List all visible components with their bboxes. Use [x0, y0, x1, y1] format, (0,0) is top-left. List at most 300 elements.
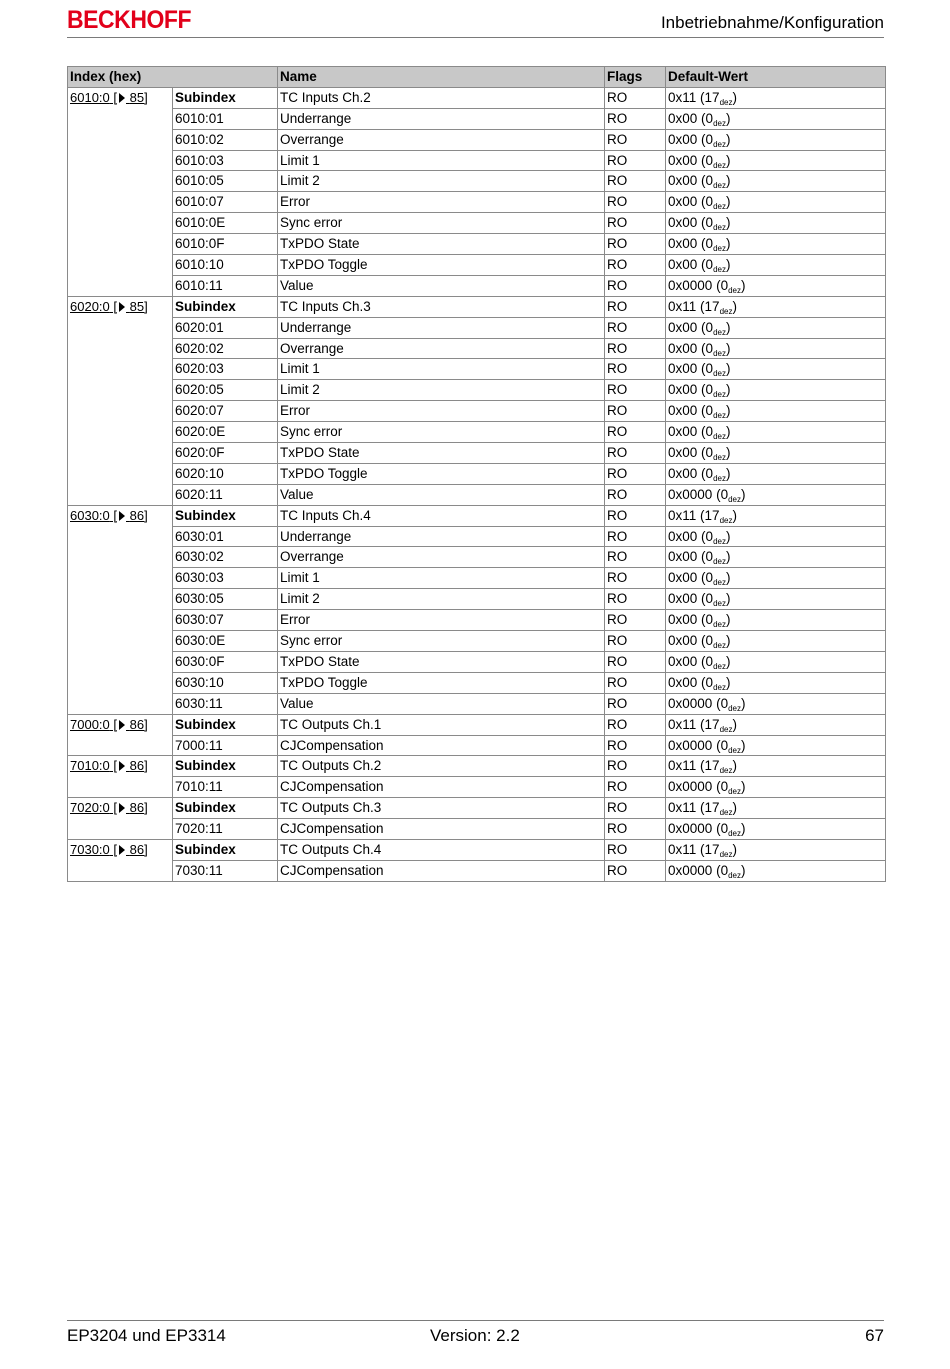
decimal-value: 0 [705, 674, 714, 690]
decimal-unit: dez [713, 244, 726, 254]
subindex-cell: 6030:10 [173, 672, 278, 693]
name-cell: Limit 2 [278, 380, 605, 401]
default-value-cell: 0x00 $(0_{dez})$ [666, 526, 886, 547]
decimal-value: 0 [720, 486, 729, 502]
index-link[interactable] [68, 296, 173, 505]
table-row [68, 819, 886, 840]
index-value: 6030:0 [70, 507, 110, 523]
flags-cell: RO [605, 87, 666, 108]
flags-cell: RO [605, 714, 666, 735]
hex-value: 0x00 [668, 215, 698, 231]
index-link-text[interactable]: 6010:0 [ 85] [70, 89, 148, 105]
hex-value: 0x0000 [668, 737, 713, 753]
subindex-cell: 6030:01 [173, 526, 278, 547]
col-header-index: Index (hex) [68, 67, 278, 88]
subindex-cell: 6020:11 [173, 484, 278, 505]
decimal-unit: dez [713, 202, 726, 212]
flags-cell: RO [605, 860, 666, 881]
flags-cell: RO [605, 484, 666, 505]
hex-value: 0x11 [668, 758, 697, 774]
hex-value: 0x0000 [668, 695, 713, 711]
table-row [68, 380, 886, 401]
hex-value: 0x11 [668, 716, 697, 732]
index-value: 6010:0 [70, 89, 110, 105]
default-value-cell: 0x0000 $(0_{dez})$ [666, 860, 886, 881]
decimal-value: 17 [704, 716, 720, 732]
hex-value: 0x00 [668, 319, 698, 335]
flags-cell: RO [605, 255, 666, 276]
decimal-value: 0 [705, 110, 714, 126]
page-ref: 85 [129, 89, 145, 105]
table-row [68, 505, 886, 526]
table-row [68, 777, 886, 798]
decimal-unit: dez [713, 620, 726, 630]
subindex-cell: 6030:11 [173, 693, 278, 714]
decimal-unit: dez [713, 682, 726, 692]
name-cell: Limit 1 [278, 359, 605, 380]
default-value-cell: 0x00 $(0_{dez})$ [666, 234, 886, 255]
decimal-value: 0 [705, 131, 714, 147]
table-row [68, 401, 886, 422]
index-value: 7020:0 [70, 800, 110, 816]
name-cell: CJCompensation [278, 777, 605, 798]
name-cell: Limit 2 [278, 589, 605, 610]
page-ref: 86 [129, 758, 145, 774]
decimal-unit: dez [719, 306, 733, 316]
flags-cell: RO [605, 526, 666, 547]
name-cell: Limit 1 [278, 150, 605, 171]
decimal-unit: dez [728, 829, 741, 839]
name-cell: TxPDO State [278, 651, 605, 672]
subindex-cell: 7030:11 [173, 860, 278, 881]
default-value-cell: 0x00 $(0_{dez})$ [666, 338, 886, 359]
decimal-value: 0 [705, 361, 714, 377]
subindex-cell: 7010:11 [173, 777, 278, 798]
table-row [68, 839, 886, 860]
decimal-value: 0 [720, 737, 729, 753]
page-arrow-icon [119, 511, 125, 521]
subindex-cell: Subindex [173, 798, 278, 819]
name-cell: TC Outputs Ch.3 [278, 798, 605, 819]
table-row [68, 526, 886, 547]
decimal-unit: dez [728, 745, 741, 755]
decimal-unit: dez [719, 808, 733, 818]
flags-cell: RO [605, 359, 666, 380]
footer-version: Version: 2.2 [430, 1326, 520, 1345]
hex-value: 0x00 [668, 173, 698, 189]
page-ref: 85 [129, 298, 145, 314]
flags-cell: RO [605, 422, 666, 443]
table-row [68, 672, 886, 693]
default-value-cell: 0x00 $(0_{dez})$ [666, 129, 886, 150]
name-cell: Overrange [278, 129, 605, 150]
decimal-unit: dez [719, 849, 733, 859]
table-row [68, 192, 886, 213]
hex-value: 0x11 [668, 841, 697, 857]
decimal-unit: dez [713, 411, 726, 421]
default-value-cell: 0x11 $(17_{dez})$ [666, 505, 886, 526]
footer-page-number: 67 [865, 1326, 884, 1345]
decimal-unit: dez [719, 515, 733, 525]
default-value-cell: 0x11 $(17_{dez})$ [666, 756, 886, 777]
default-value-cell: 0x11 $(17_{dez})$ [666, 839, 886, 860]
name-cell: Value [278, 484, 605, 505]
subindex-cell: 6010:10 [173, 255, 278, 276]
table-row [68, 651, 886, 672]
page-arrow-icon [119, 302, 125, 312]
flags-cell: RO [605, 150, 666, 171]
table-row [68, 213, 886, 234]
default-value-cell: 0x00 $(0_{dez})$ [666, 150, 886, 171]
hex-value: 0x00 [668, 382, 698, 398]
section-title: Inbetriebnahme/Konfiguration [660, 13, 884, 32]
default-value-cell: 0x00 $(0_{dez})$ [666, 463, 886, 484]
decimal-value: 0 [705, 570, 714, 586]
name-cell: Sync error [278, 631, 605, 652]
table-row [68, 171, 886, 192]
decimal-unit: dez [713, 160, 726, 170]
page-ref: 86 [129, 716, 145, 732]
hex-value: 0x00 [668, 257, 698, 273]
flags-cell: RO [605, 819, 666, 840]
name-cell: TxPDO Toggle [278, 463, 605, 484]
col-header-name: Name [278, 67, 605, 88]
table-row [68, 610, 886, 631]
name-cell: TC Inputs Ch.3 [278, 296, 605, 317]
decimal-value: 0 [705, 445, 714, 461]
hex-value: 0x11 [668, 507, 697, 523]
decimal-unit: dez [713, 536, 726, 546]
col-header-flags: Flags [605, 67, 666, 88]
decimal-value: 17 [704, 800, 720, 816]
index-link-text[interactable]: 6030:0 [ 86] [70, 507, 148, 523]
decimal-unit: dez [713, 473, 726, 483]
name-cell: TxPDO Toggle [278, 255, 605, 276]
index-value: 6020:0 [70, 298, 110, 314]
hex-value: 0x00 [668, 361, 698, 377]
name-cell: Sync error [278, 213, 605, 234]
decimal-unit: dez [713, 641, 726, 651]
decimal-unit: dez [713, 432, 726, 442]
decimal-value: 0 [705, 591, 714, 607]
name-cell: Error [278, 610, 605, 631]
index-value: 7010:0 [70, 758, 110, 774]
table-row [68, 860, 886, 881]
hex-value: 0x00 [668, 194, 698, 210]
table-row [68, 338, 886, 359]
flags-cell: RO [605, 401, 666, 422]
decimal-value: 0 [705, 319, 714, 335]
index-link[interactable] [68, 839, 173, 881]
index-link[interactable] [68, 798, 173, 840]
flags-cell: RO [605, 756, 666, 777]
flags-cell: RO [605, 651, 666, 672]
hex-value: 0x00 [668, 653, 698, 669]
default-value-cell: 0x00 $(0_{dez})$ [666, 108, 886, 129]
default-value-cell: 0x11 $(17_{dez})$ [666, 714, 886, 735]
table-row [68, 798, 886, 819]
flags-cell: RO [605, 777, 666, 798]
flags-cell: RO [605, 213, 666, 234]
default-value-cell: 0x00 $(0_{dez})$ [666, 422, 886, 443]
decimal-unit: dez [713, 661, 726, 671]
default-value-cell: 0x00 $(0_{dez})$ [666, 672, 886, 693]
flags-cell: RO [605, 798, 666, 819]
subindex-cell: 6030:05 [173, 589, 278, 610]
subindex-cell: 6010:07 [173, 192, 278, 213]
hex-value: 0x00 [668, 445, 698, 461]
page-ref: 86 [129, 800, 145, 816]
table-row [68, 296, 886, 317]
name-cell: TC Outputs Ch.4 [278, 839, 605, 860]
name-cell: CJCompensation [278, 735, 605, 756]
subindex-cell: 6020:02 [173, 338, 278, 359]
subindex-cell: 6020:0E [173, 422, 278, 443]
decimal-value: 17 [704, 758, 720, 774]
flags-cell: RO [605, 735, 666, 756]
table-row [68, 108, 886, 129]
subindex-cell: 6030:07 [173, 610, 278, 631]
subindex-cell: 6010:0F [173, 234, 278, 255]
hex-value: 0x11 [668, 298, 697, 314]
table-row [68, 87, 886, 108]
index-link[interactable] [68, 87, 173, 296]
table-row [68, 631, 886, 652]
decimal-value: 0 [705, 382, 714, 398]
subindex-cell: 6020:10 [173, 463, 278, 484]
hex-value: 0x0000 [668, 862, 713, 878]
page-ref: 86 [129, 507, 145, 523]
flags-cell: RO [605, 234, 666, 255]
index-link[interactable] [68, 714, 173, 756]
decimal-value: 17 [704, 89, 720, 105]
decimal-value: 0 [705, 173, 714, 189]
flags-cell: RO [605, 338, 666, 359]
decimal-value: 0 [705, 236, 714, 252]
decimal-value: 0 [705, 633, 714, 649]
table-row [68, 714, 886, 735]
default-value-cell: 0x0000 $(0_{dez})$ [666, 819, 886, 840]
decimal-unit: dez [728, 703, 741, 713]
subindex-cell: Subindex [173, 296, 278, 317]
hex-value: 0x00 [668, 465, 698, 481]
hex-value: 0x00 [668, 633, 698, 649]
default-value-cell: 0x00 $(0_{dez})$ [666, 443, 886, 464]
index-link-text[interactable]: 6020:0 [ 85] [70, 298, 148, 314]
decimal-value: 0 [705, 340, 714, 356]
page-arrow-icon [119, 845, 125, 855]
decimal-value: 0 [705, 465, 714, 481]
subindex-cell: 6020:03 [173, 359, 278, 380]
decimal-unit: dez [713, 118, 726, 128]
flags-cell: RO [605, 463, 666, 484]
hex-value: 0x0000 [668, 779, 713, 795]
default-value-cell: 0x0000 $(0_{dez})$ [666, 693, 886, 714]
flags-cell: RO [605, 443, 666, 464]
subindex-cell: 7000:11 [173, 735, 278, 756]
table-row [68, 443, 886, 464]
subindex-cell: 6020:0F [173, 443, 278, 464]
decimal-unit: dez [713, 181, 726, 191]
default-value-cell: 0x0000 $(0_{dez})$ [666, 735, 886, 756]
flags-cell: RO [605, 171, 666, 192]
default-value-cell: 0x00 $(0_{dez})$ [666, 255, 886, 276]
default-value-cell: 0x00 $(0_{dez})$ [666, 213, 886, 234]
hex-value: 0x0000 [668, 277, 713, 293]
name-cell: Underrange [278, 526, 605, 547]
name-cell: Overrange [278, 547, 605, 568]
decimal-value: 0 [720, 277, 729, 293]
subindex-cell: 6020:05 [173, 380, 278, 401]
beckhoff-logo: BECKHOFF [67, 6, 192, 34]
name-cell: TC Inputs Ch.2 [278, 87, 605, 108]
table-row [68, 255, 886, 276]
name-cell: Underrange [278, 317, 605, 338]
decimal-value: 17 [704, 298, 720, 314]
subindex-cell: 6030:03 [173, 568, 278, 589]
default-value-cell: 0x00 $(0_{dez})$ [666, 317, 886, 338]
decimal-unit: dez [713, 139, 726, 149]
page-arrow-icon [119, 93, 125, 103]
table-header-row [68, 67, 886, 88]
flags-cell: RO [605, 631, 666, 652]
hex-value: 0x00 [668, 591, 698, 607]
subindex-cell: 6010:05 [173, 171, 278, 192]
flags-cell: RO [605, 275, 666, 296]
decimal-unit: dez [728, 787, 741, 797]
index-link-text[interactable]: 7020:0 [ 86] [70, 800, 148, 816]
table-row [68, 589, 886, 610]
hex-value: 0x00 [668, 424, 698, 440]
object-table [67, 66, 886, 882]
table-row [68, 317, 886, 338]
table-body [68, 87, 886, 881]
default-value-cell: 0x0000 $(0_{dez})$ [666, 275, 886, 296]
decimal-unit: dez [719, 97, 733, 107]
name-cell: Value [278, 693, 605, 714]
index-value: 7030:0 [70, 841, 110, 857]
decimal-value: 17 [704, 507, 720, 523]
subindex-cell: 6010:01 [173, 108, 278, 129]
table-row [68, 735, 886, 756]
decimal-value: 0 [720, 779, 729, 795]
default-value-cell: 0x00 $(0_{dez})$ [666, 547, 886, 568]
default-value-cell: 0x11 $(17_{dez})$ [666, 296, 886, 317]
flags-cell: RO [605, 672, 666, 693]
index-link-text[interactable]: 7030:0 [ 86] [70, 841, 148, 857]
decimal-value: 0 [705, 194, 714, 210]
flags-cell: RO [605, 610, 666, 631]
flags-cell: RO [605, 380, 666, 401]
default-value-cell: 0x00 $(0_{dez})$ [666, 631, 886, 652]
decimal-unit: dez [713, 369, 726, 379]
decimal-unit: dez [713, 223, 726, 233]
flags-cell: RO [605, 547, 666, 568]
name-cell: Underrange [278, 108, 605, 129]
subindex-cell: 6030:0E [173, 631, 278, 652]
decimal-value: 0 [705, 424, 714, 440]
hex-value: 0x11 [668, 800, 697, 816]
decimal-unit: dez [728, 494, 741, 504]
decimal-unit: dez [713, 578, 726, 588]
default-value-cell: 0x11 $(17_{dez})$ [666, 798, 886, 819]
flags-cell: RO [605, 296, 666, 317]
decimal-value: 0 [705, 653, 714, 669]
decimal-unit: dez [713, 327, 726, 337]
page-arrow-icon [119, 761, 125, 771]
hex-value: 0x00 [668, 528, 698, 544]
name-cell: Limit 1 [278, 568, 605, 589]
decimal-unit: dez [713, 599, 726, 609]
flags-cell: RO [605, 108, 666, 129]
subindex-cell: Subindex [173, 714, 278, 735]
default-value-cell: 0x00 $(0_{dez})$ [666, 192, 886, 213]
table-row [68, 422, 886, 443]
name-cell: Error [278, 192, 605, 213]
default-value-cell: 0x0000 $(0_{dez})$ [666, 777, 886, 798]
default-value-cell: 0x00 $(0_{dez})$ [666, 610, 886, 631]
decimal-value: 0 [705, 152, 714, 168]
decimal-unit: dez [713, 390, 726, 400]
name-cell: TxPDO State [278, 234, 605, 255]
index-link[interactable] [68, 505, 173, 714]
index-link-text[interactable]: 7010:0 [ 86] [70, 758, 148, 774]
index-value: 7000:0 [70, 716, 110, 732]
decimal-unit: dez [728, 285, 741, 295]
table-row [68, 234, 886, 255]
decimal-value: 0 [705, 612, 714, 628]
default-value-cell: 0x00 $(0_{dez})$ [666, 380, 886, 401]
hex-value: 0x00 [668, 110, 698, 126]
decimal-value: 0 [720, 821, 729, 837]
decimal-unit: dez [713, 453, 726, 463]
decimal-value: 0 [705, 403, 714, 419]
table-row [68, 463, 886, 484]
name-cell: TxPDO State [278, 443, 605, 464]
subindex-cell: 6020:07 [173, 401, 278, 422]
subindex-cell: 6010:02 [173, 129, 278, 150]
decimal-value: 0 [720, 695, 729, 711]
subindex-cell: 6010:11 [173, 275, 278, 296]
index-link[interactable] [68, 756, 173, 798]
flags-cell: RO [605, 568, 666, 589]
hex-value: 0x00 [668, 131, 698, 147]
table-row [68, 756, 886, 777]
default-value-cell: 0x00 $(0_{dez})$ [666, 568, 886, 589]
index-link-text[interactable]: 7000:0 [ 86] [70, 716, 148, 732]
decimal-unit: dez [713, 348, 726, 358]
footer-rule [67, 1320, 884, 1321]
subindex-cell: 7020:11 [173, 819, 278, 840]
hex-value: 0x00 [668, 403, 698, 419]
hex-value: 0x00 [668, 549, 698, 565]
decimal-value: 0 [705, 528, 714, 544]
flags-cell: RO [605, 317, 666, 338]
table-row [68, 129, 886, 150]
flags-cell: RO [605, 192, 666, 213]
table-row [68, 359, 886, 380]
page-arrow-icon [119, 803, 125, 813]
table-row [68, 693, 886, 714]
flags-cell: RO [605, 589, 666, 610]
table-row [68, 568, 886, 589]
decimal-value: 0 [720, 862, 729, 878]
table-row [68, 484, 886, 505]
hex-value: 0x00 [668, 340, 698, 356]
decimal-value: 0 [705, 215, 714, 231]
decimal-value: 0 [705, 549, 714, 565]
flags-cell: RO [605, 839, 666, 860]
